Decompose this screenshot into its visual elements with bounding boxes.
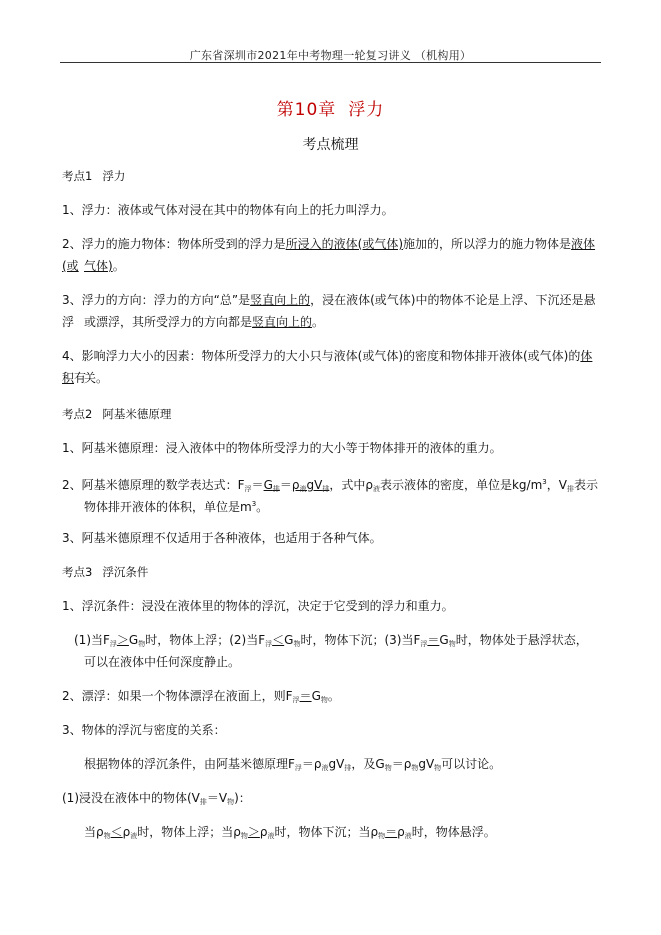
chapter-number: 第10章 (276, 100, 337, 120)
paragraph: 1、阿基米德原理：浸入液体中的物体所受浮力的大小等于物体排开的液体的重力。 (62, 441, 502, 455)
section-heading-3 (62, 561, 601, 583)
section-heading-1 (62, 165, 601, 187)
section-name: 阿基米德原理 (102, 407, 172, 421)
section-label: 考点3 (62, 565, 93, 579)
paragraph-continuation: 关。 (84, 371, 109, 385)
paragraph: 根据物体的浮沉条件，由阿基米德原理$F_浮=\rho_液gV_排$，及$G_物=\rho_物gV_物$可以讨论。 (84, 757, 502, 772)
paragraph: 3、物体的浮沉与密度的关系： (62, 723, 226, 737)
paragraph: 1、浮沉条件：浸没在液体里的物体的浮沉，决定于它受到的浮力和重力。 (62, 599, 454, 613)
paragraph: 3、浮力的方向：浮力的方向“总”是竖直向上的，浸在液体(或气体)中的物体不论是上浮、下沉还是悬浮 (62, 293, 596, 329)
paragraph-continuation: 气体)。 (84, 259, 125, 273)
paragraph: 1、浮力：液体或气体对浸在其中的物体有向上的托力叫浮力。 (62, 203, 394, 217)
paragraph: 4、影响浮力大小的因素：物体所受浮力的大小只与液体(或气体)的密度和物体排开液体(或气体)的体积有 (62, 349, 593, 385)
section-label: 考点1 (62, 169, 93, 183)
section-name: 浮沉条件 (102, 565, 149, 579)
chapter-name: 浮力 (348, 100, 385, 120)
paragraph: 当$\rho_物<\rho_液$时，物体上浮；当$\rho_物>\rho_液$时，物体下沉；当$\rho_物=\rho_液$时，物体悬浮。 (84, 825, 496, 840)
paragraph: 3、阿基米德原理不仅适用于各种液体，也适用于各种气体。 (62, 531, 382, 545)
condition-list: (1)当$F_浮>G_物$时，物体上浮；(2)当$F_浮<G_物$时，物体下沉；(3)当$F_浮=G_物$时，物体处于悬浮状态， (74, 633, 588, 648)
section-label: 考点2 (62, 407, 93, 421)
section-heading-2 (62, 403, 601, 425)
paragraph-continuation: 可以在液体中任何深度静止。 (84, 655, 241, 669)
paragraph: (1)浸没在液体中的物体$(V_排=V_物)$： (62, 791, 251, 806)
paragraph-continuation: 物体排开液体的体积，单位是$m^3$。 (84, 500, 269, 514)
chapter-title (0, 95, 661, 120)
paragraph: 2、漂浮：如果一个物体漂浮在液面上，则$F_浮=G_物$。 (62, 689, 340, 704)
header-rule (60, 62, 601, 63)
formula-paragraph: 2、阿基米德原理的数学表达式：$F_浮=G_排=\rho_液gV_排$，式中$\rho_液$表示液体的密度，单位是$kg/m^3$，$V_排$表示 (62, 478, 598, 493)
section-name: 浮力 (102, 169, 126, 183)
section-subtitle: 考点梳理 (302, 137, 359, 153)
paragraph-continuation: 或漂浮，其所受浮力的方向都是竖直向上的。 (84, 315, 325, 329)
paragraph: 2、浮力的施力物体：物体所受到的浮力是所浸入的液体(或气体)施加的，所以浮力的施力物体是液体(或 (62, 237, 596, 273)
running-header: 广东省深圳市2021年中考物理一轮复习讲义 （机构用） (189, 49, 472, 62)
